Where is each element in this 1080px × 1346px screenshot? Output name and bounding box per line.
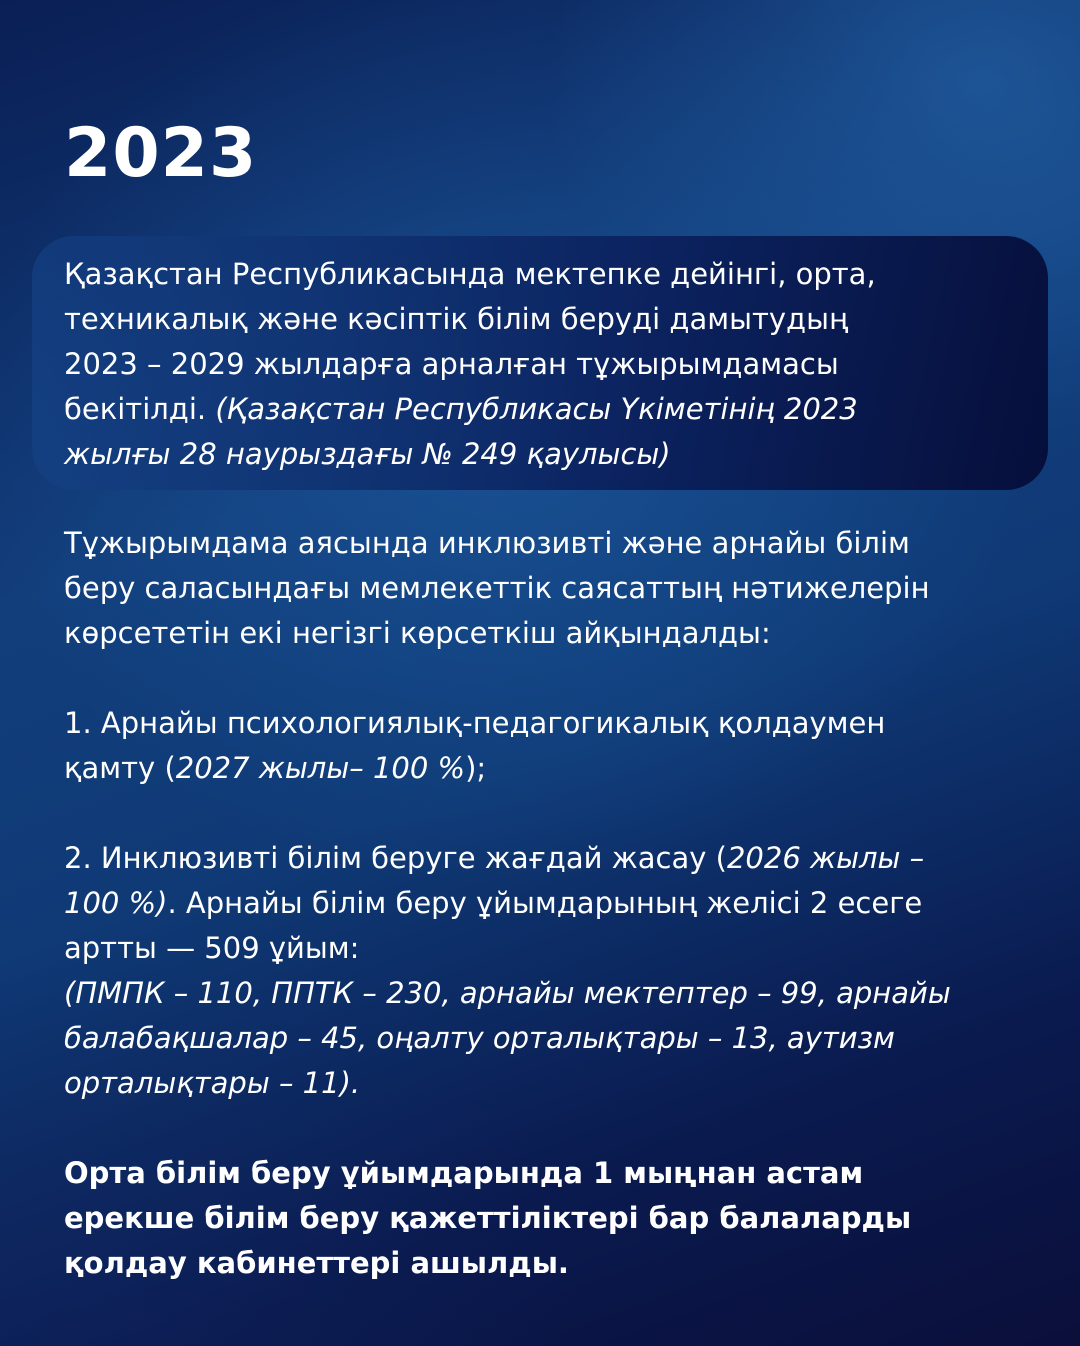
concept-approval-plain: Қазақстан Республикасында мектепке дейінгі, орта, техникалық және кәсіптік білім беруді дамытудың 2023 – 2029 жылдарға арналған тұжырымдамасы бекітілді. (64, 257, 876, 426)
government-decree-reference: (Қазақстан Республикасы Үкіметінің 2023 жылғы 28 наурыздағы № 249 қаулысы) (64, 392, 858, 471)
indicator-2-network-text: . Арнайы білім беру ұйымдарының желісі 2 есеге артты — 509 ұйым: (64, 886, 923, 965)
indicator-item-2 (64, 836, 1044, 1106)
indicator-1-target: 2027 жылы– 100 % (175, 751, 466, 785)
support-rooms-conclusion: Орта білім беру ұйымдарында 1 мыңнан астам ерекше білім беру қажеттіліктері бар балаларды қолдау кабинеттері ашылды. (64, 1156, 912, 1280)
organizations-breakdown: (ПМПК – 110, ППТК – 230, арнайы мектептер – 99, арнайы балабақшалар – 45, оңалту орталықтары – 13, аутизм орталықтары – 11). (64, 976, 951, 1100)
concept-approval-text (64, 252, 1024, 477)
page-title: 2023 (64, 114, 258, 193)
indicator-item-1 (64, 701, 1044, 791)
indicator-2-text: 2. Инклюзивті білім беруге жағдай жасау ( (64, 841, 727, 875)
indicator-1-text: 1. Арнайы психологиялық-педагогикалық қолдаумен қамту ( (64, 706, 886, 785)
indicator-1-end: ); (465, 751, 487, 785)
indicators-intro: Тұжырымдама аясында инклюзивті және арнайы білім беру саласындағы мемлекеттік саясаттың нәтижелерін көрсететін екі негізгі көрсеткіш айқындалды: (64, 526, 930, 650)
indicator-2-target: 2026 жылы – 100 %) (64, 841, 925, 920)
